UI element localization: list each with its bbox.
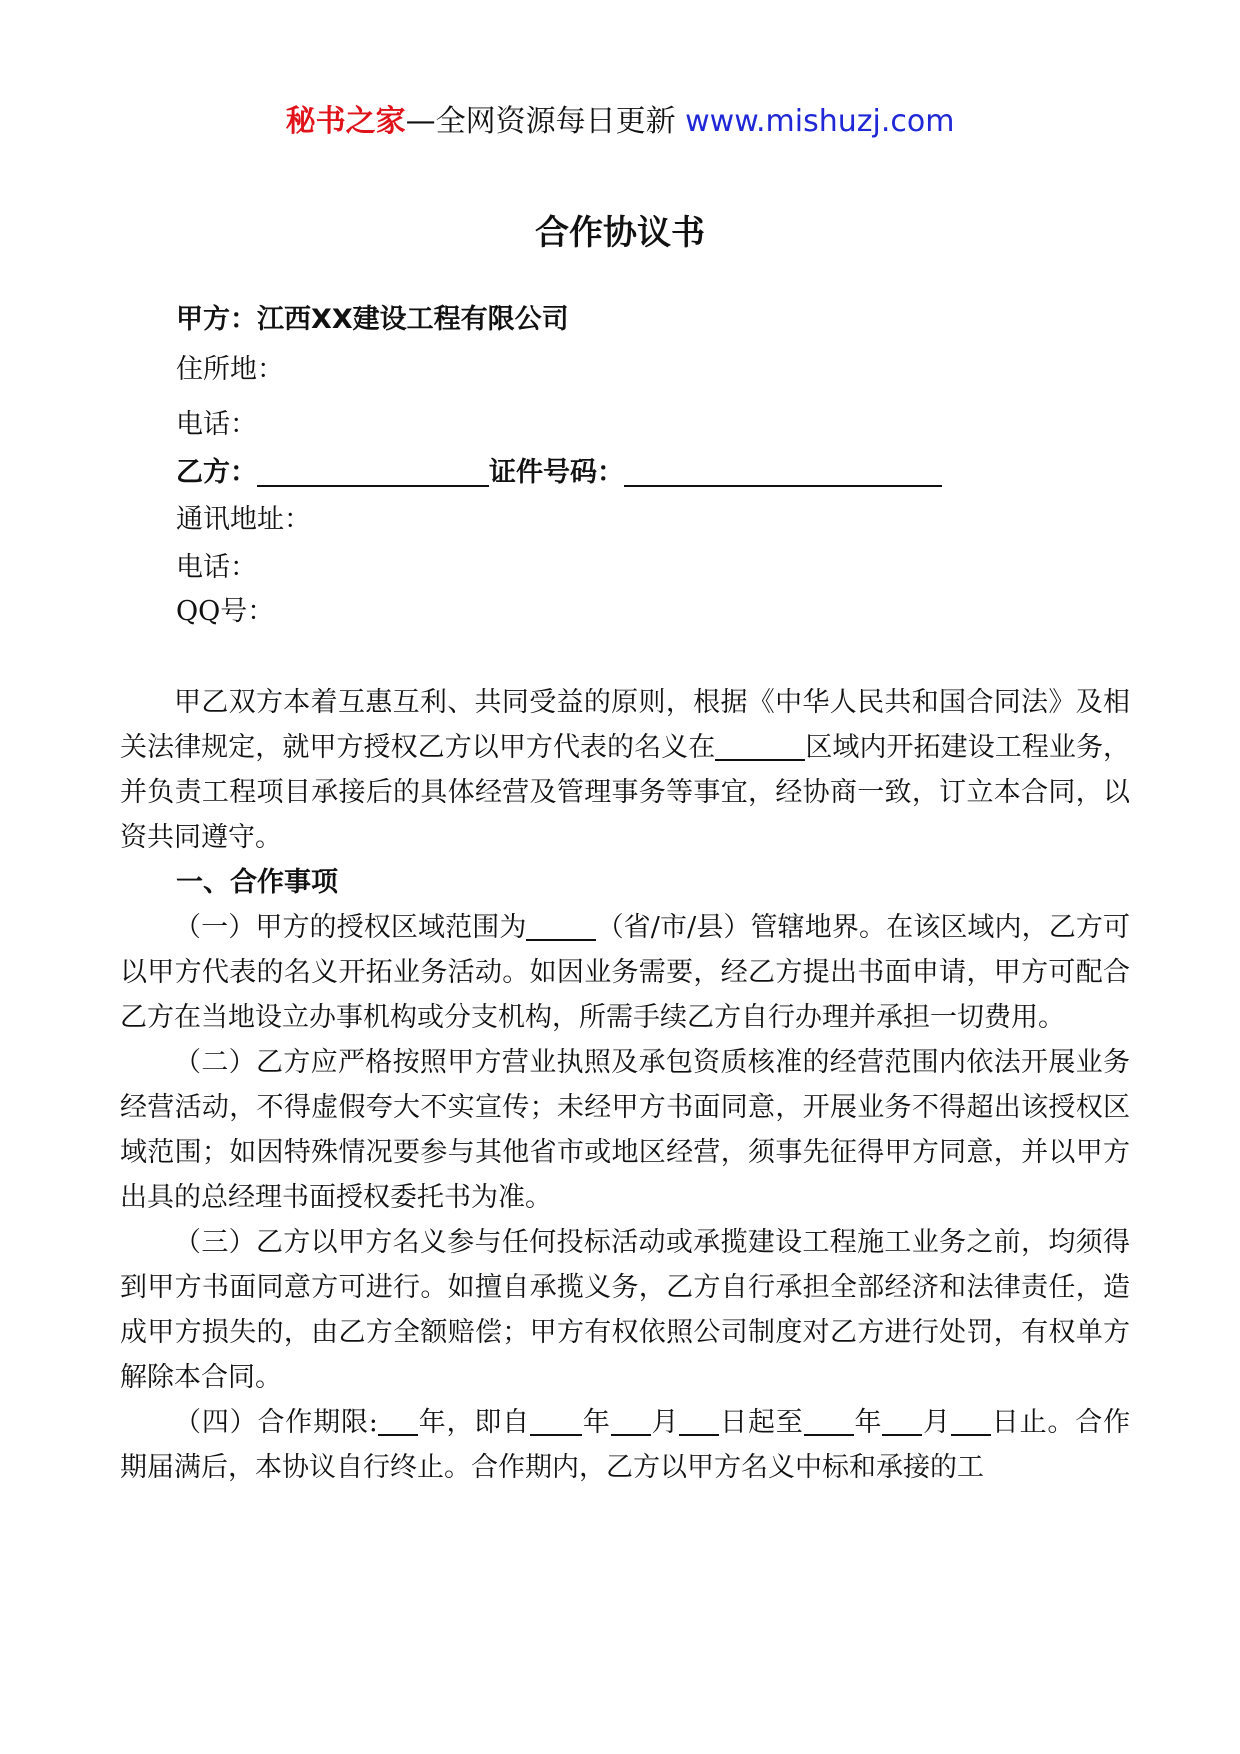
end-month-blank	[882, 1406, 922, 1436]
contract-body	[120, 680, 1130, 1490]
clause-2: （二）乙方应严格按照甲方营业执照及承包资质核准的经营范围内依法开展业务经营活动，不得虚假夸大不实宣传；未经甲方书面同意，开展业务不得超出该授权区域范围；如因特殊情况要参与其他省市或地区经营，须事先征得甲方同意，并以甲方出具的总经理书面授权委托书为准。	[120, 1047, 1130, 1213]
site-brand: 秘书之家	[285, 104, 406, 139]
term-years-blank	[378, 1406, 418, 1436]
clause-4-text-b: 合作期届满后，本协议自行终止。合作期内，乙方以甲方名义中标和承接的工	[120, 1407, 1131, 1483]
clause-1	[120, 905, 1130, 1040]
clause-4	[120, 1400, 1130, 1490]
party-b-phone-label: 电话：	[176, 552, 257, 583]
party-b-row	[176, 453, 942, 493]
party-b-id-blank	[624, 455, 942, 487]
end-year-blank	[804, 1406, 854, 1436]
region-blank	[715, 731, 805, 761]
clause-4-start-year-unit: 年	[582, 1407, 611, 1438]
intro-text-1: 甲乙双方本着互惠互利、共同受益的原则，根据《中华人民共和国合同法》及相关法律规定，就甲方授权乙方以甲方代表的名义在	[120, 687, 1130, 763]
clause-4-to: 起至	[747, 1407, 804, 1438]
party-a-address-label: 住所地：	[176, 354, 284, 385]
site-tagline: —全网资源每日更新	[405, 104, 686, 139]
clause-4-text-a: （四）合作期限:	[174, 1407, 378, 1438]
clause-4-start-day-unit: 日	[719, 1407, 748, 1438]
party-b-label: 乙方：	[176, 457, 257, 488]
start-day-blank	[679, 1406, 719, 1436]
party-a-phone-label: 电话：	[176, 409, 257, 440]
section-1-title: 一、合作事项	[176, 867, 338, 898]
site-header	[0, 96, 1240, 140]
clause-4-year-unit: 年	[417, 1407, 447, 1438]
area-blank	[526, 911, 596, 941]
party-b-qq-label: QQ号：	[176, 596, 275, 627]
clause-1-text-a: （一）甲方的授权区域范围为	[174, 912, 527, 943]
clause-1-text-b: （省/市/县）管辖地界。在该区域内，乙方可以甲方代表的名义开拓业务活动。如因业务需要，经乙方提出书面申请，甲方可配合乙方在当地设立办事机构或分支机构，所需手续乙方自行办理并承担一切费用。	[120, 912, 1130, 1033]
clause-4-from: ，即自	[446, 1407, 531, 1438]
intro-paragraph	[120, 680, 1130, 860]
end-day-blank	[951, 1406, 991, 1436]
start-month-blank	[611, 1406, 651, 1436]
clause-4-end-day-unit: 日止。	[990, 1407, 1076, 1438]
party-a-label: 甲方：江西XX建设工程有限公司	[176, 304, 569, 335]
clause-4-end-month-unit: 月	[922, 1407, 951, 1438]
clause-3: （三）乙方以甲方名义参与任何投标活动或承揽建设工程施工业务之前，均须得到甲方书面同意方可进行。如擅自承揽义务，乙方自行承担全部经济和法律责任，造成甲方损失的，由乙方全额赔偿；甲方有权依照公司制度对乙方进行处罚，有权单方解除本合同。	[120, 1227, 1130, 1393]
clause-4-end-year-unit: 年	[853, 1407, 883, 1438]
clause-4-start-month-unit: 月	[650, 1407, 680, 1438]
intro-text-2: 区域内开拓建设工程业务，并负责工程项目承接后的具体经营及管理事务等事宜，经协商一致，订立本合同，以资共同遵守。	[120, 732, 1131, 853]
start-year-blank	[530, 1406, 582, 1436]
party-b-id-label: 证件号码：	[489, 457, 624, 488]
party-b-name-blank	[257, 455, 489, 487]
site-url-link[interactable]: www.mishuzj.com	[685, 104, 955, 139]
document-title: 合作协议书	[535, 213, 705, 253]
party-b-address-label: 通讯地址：	[176, 504, 311, 535]
